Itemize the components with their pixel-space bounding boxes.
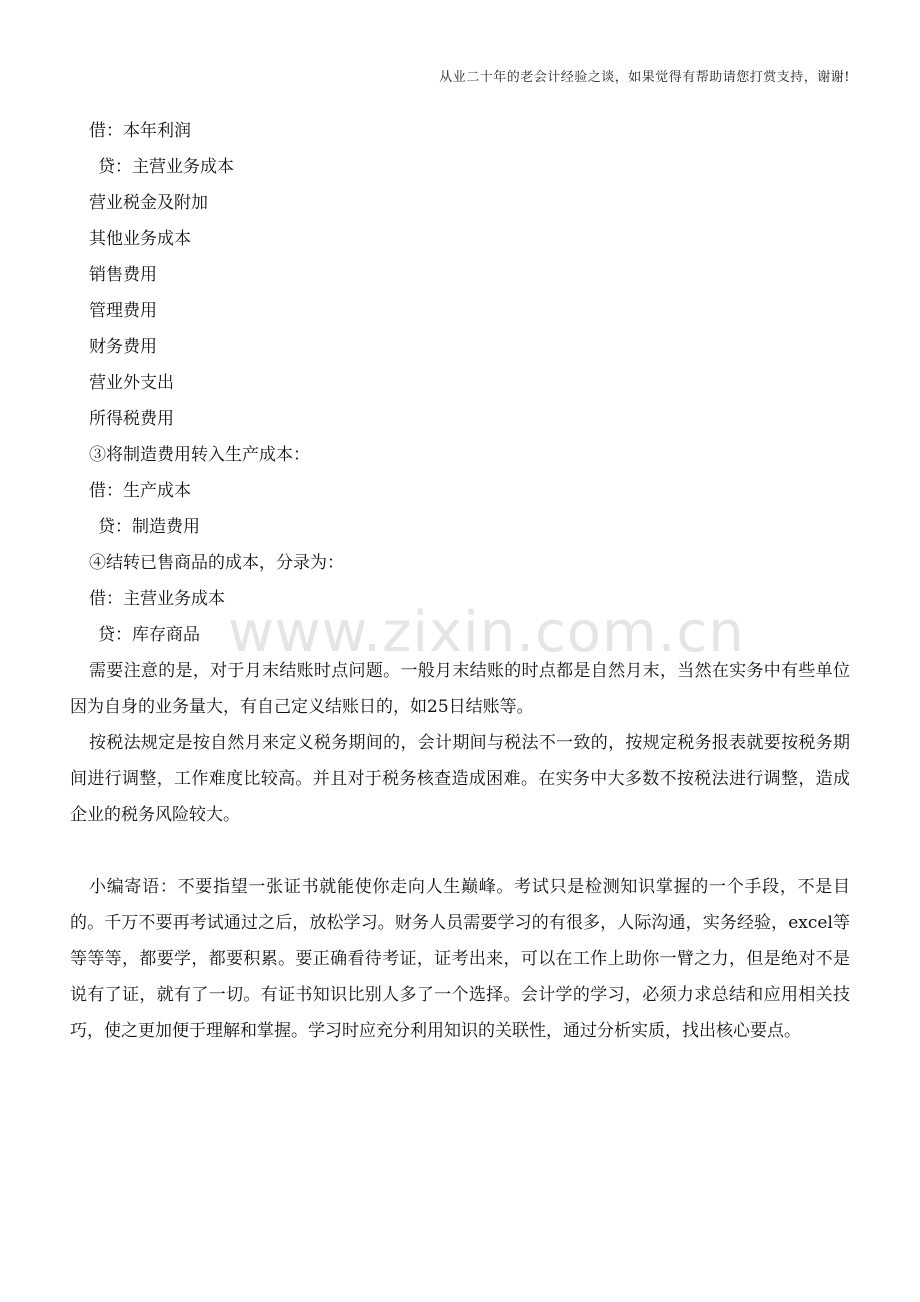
entry-line: 借：生产成本 (89, 481, 191, 501)
document-body (70, 113, 850, 1049)
entry-line: 贷：主营业务成本 (98, 157, 234, 177)
entry-line: 借：主营业务成本 (89, 589, 225, 609)
entry-line: 借：本年利润 (89, 121, 191, 141)
site-watermark: www.zixin.com.cn (228, 600, 745, 665)
entry-line: 贷：库存商品 (98, 625, 200, 645)
entry-line: 销售费用 (89, 265, 157, 285)
paragraph-editor-message: 小编寄语：不要指望一张证书就能使你走向人生巅峰。考试只是检测知识掌握的一个手段，不是目的。千万不要再考试通过之后，放松学习。财务人员需要学习的有很多，人际沟通，实务经验，excel等等等等，都要学，都要积累。要正确看待考证，证考出来，可以在工作上助你一臂之力，但是绝对不是说有了证，就有了一切。有证书知识比别人多了一个选择。会计学的学习，必须力求总结和应用相关技巧，使之更加便于理解和掌握。学习时应充分利用知识的关联性，通过分析实质，找出核心要点。 (70, 877, 850, 1041)
entry-line: 营业外支出 (89, 373, 174, 393)
paragraph-month-end: 需要注意的是，对于月末结账时点问题。一般月末结账的时点都是自然月末，当然在实务中有些单位因为自身的业务量大，有自己定义结账日的，如25日结账等。 (70, 661, 850, 717)
entry-line: 所得税费用 (89, 409, 174, 429)
entry-line: ③将制造费用转入生产成本： (89, 445, 310, 465)
entry-line: 贷：制造费用 (98, 517, 200, 537)
entry-line: 其他业务成本 (89, 229, 191, 249)
entry-line: 财务费用 (89, 337, 157, 357)
header-divider (70, 90, 850, 91)
header-note: 从业二十年的老会计经验之谈，如果觉得有帮助请您打赏支持，谢谢! (439, 70, 850, 85)
paragraph-spacer (70, 833, 850, 869)
entry-line: ④结转已售商品的成本，分录为： (89, 553, 344, 573)
entry-line: 营业税金及附加 (89, 193, 208, 213)
paragraph-tax-law: 按税法规定是按自然月来定义税务期间的，会计期间与税法不一致的，按规定税务报表就要按税务期间进行调整，工作难度比较高。并且对于税务核查造成困难。在实务中大多数不按税法进行调整，造成企业的税务风险较大。 (70, 733, 850, 825)
entry-line: 管理费用 (89, 301, 157, 321)
